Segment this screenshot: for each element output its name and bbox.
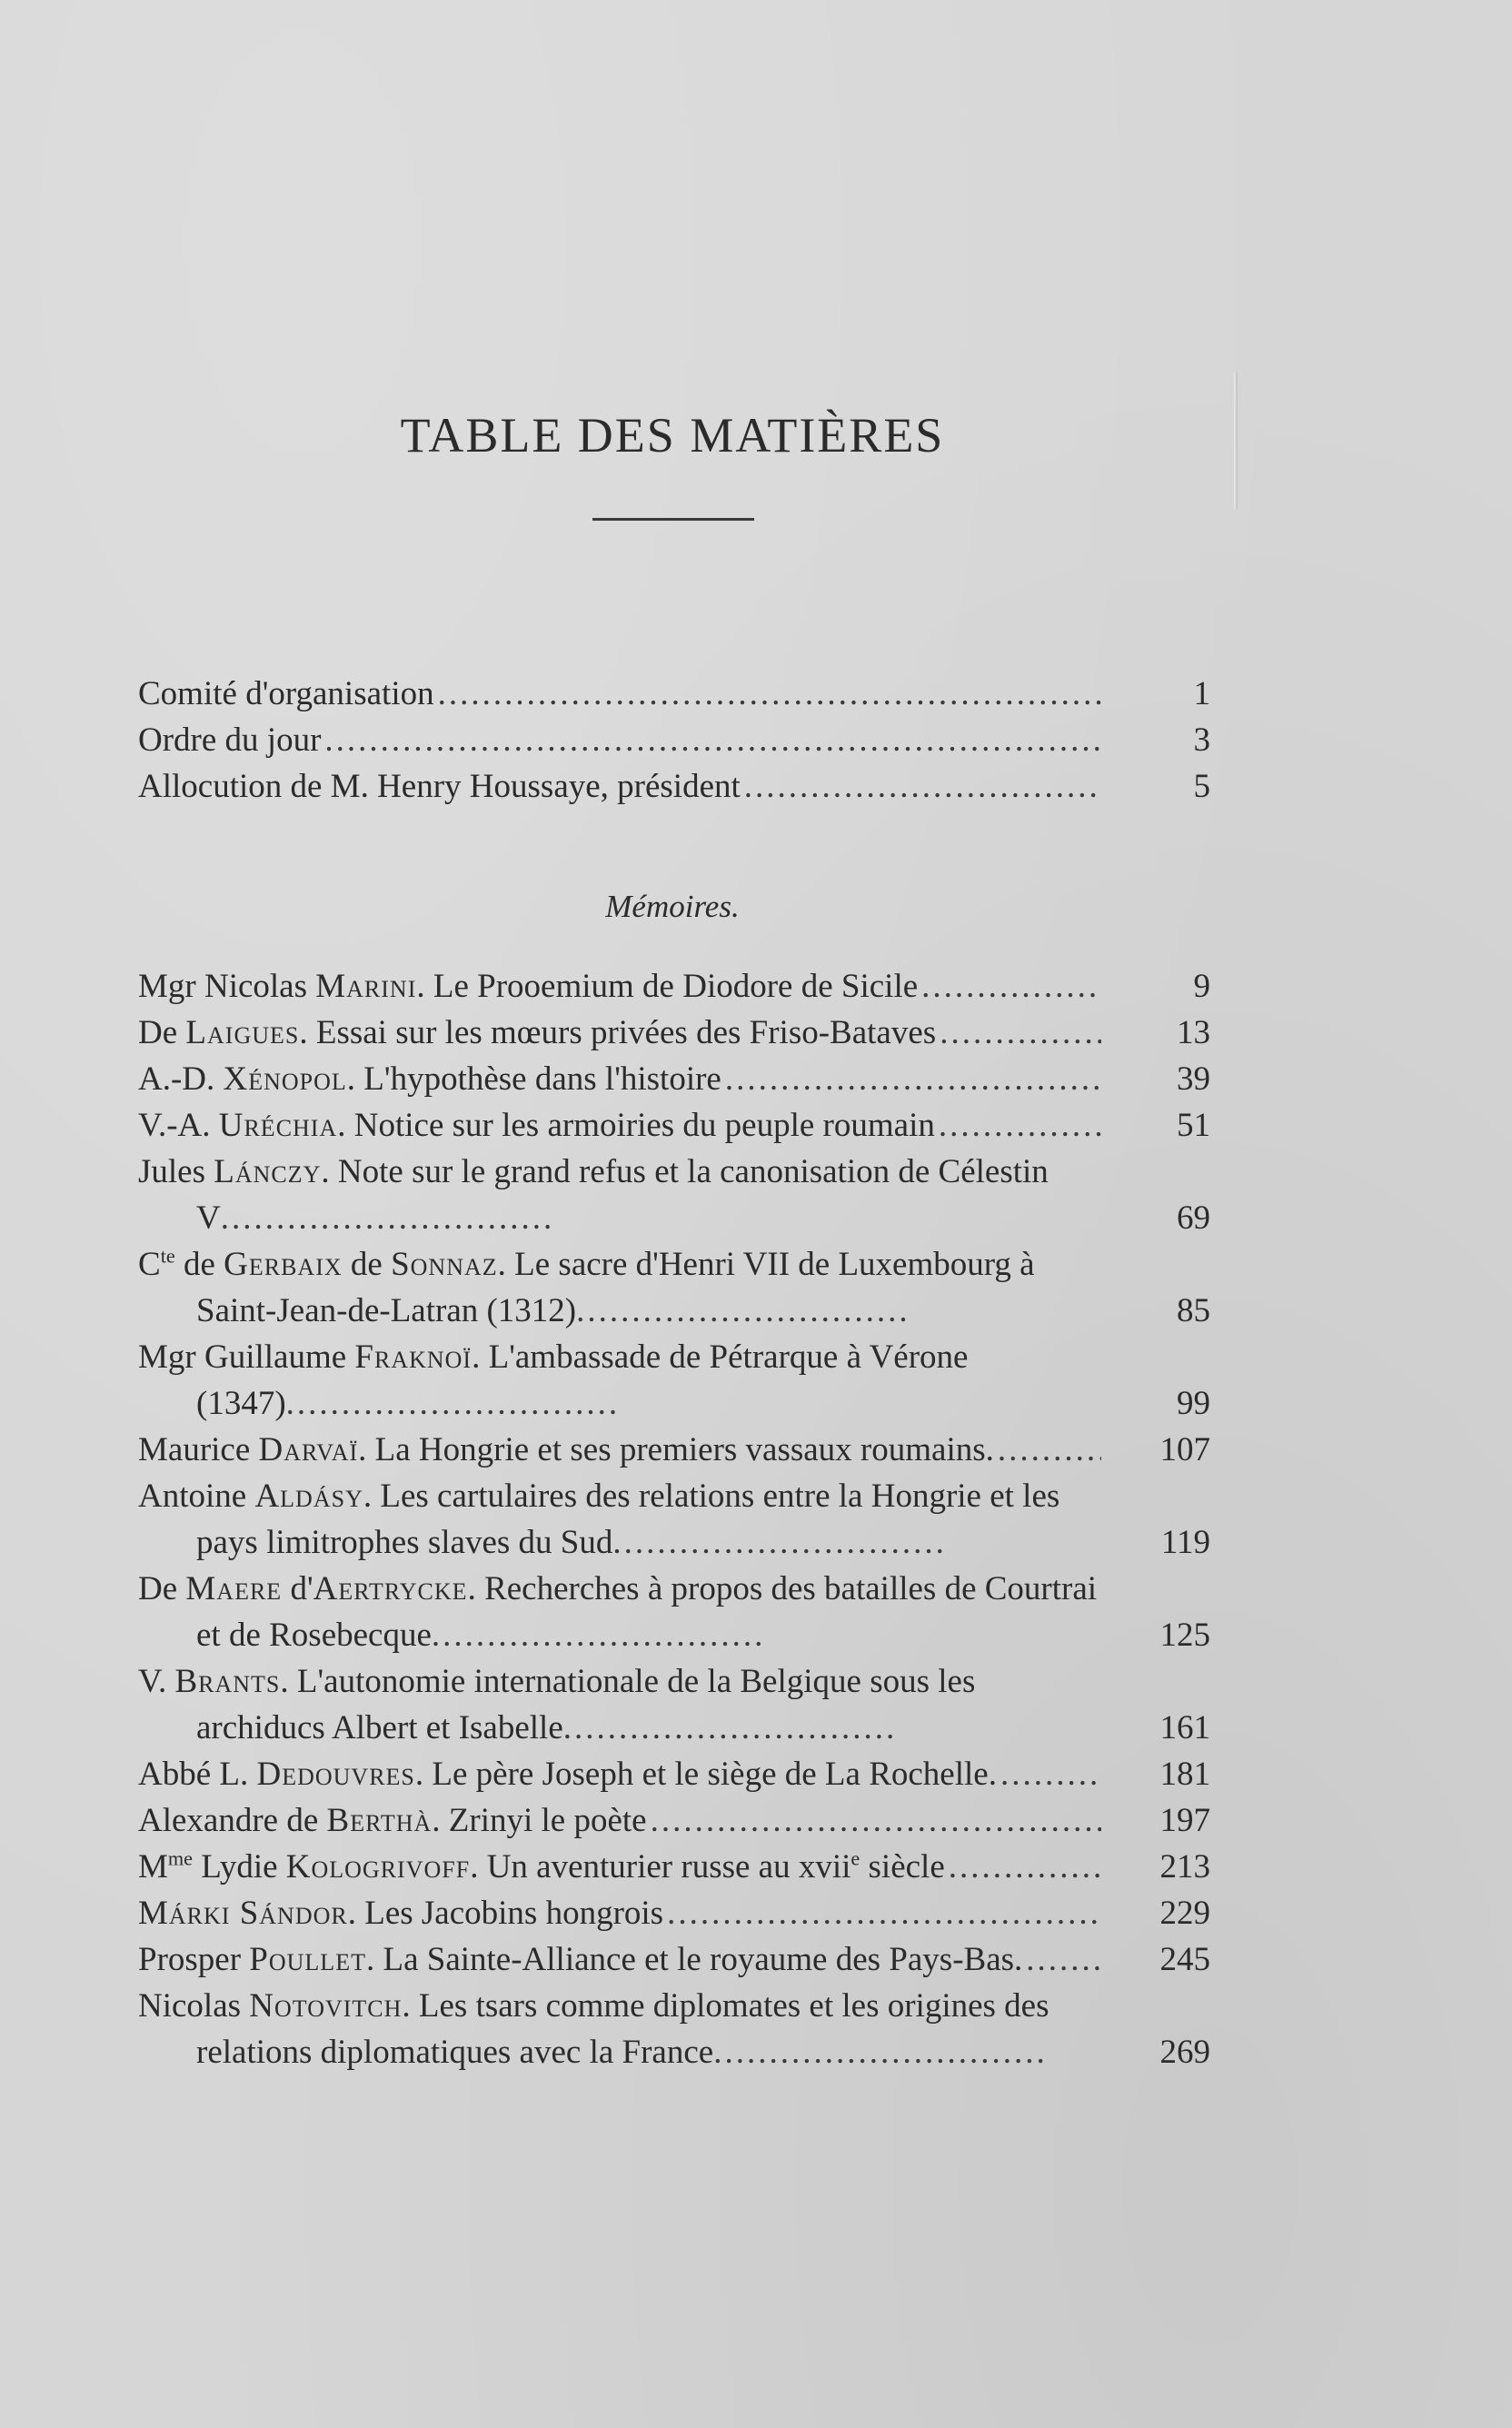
dot-leader: .............................. (612, 1524, 947, 1561)
author-name: Notovitch (249, 1987, 403, 2025)
entry-rest: . La Sainte-Alliance et le royaume des Pays-Bas. (365, 1941, 1023, 1978)
dot-leader (1000, 1751, 1101, 1797)
entry-prefix: Mgr Guillaume (138, 1338, 355, 1376)
entry-prefix: Maurice (138, 1431, 259, 1468)
dot-leader (998, 1427, 1101, 1473)
entry-superscript: e (850, 1846, 860, 1870)
entry-rest: . Le Prooemium de Diodore de Sicile (416, 968, 919, 1005)
entry-prefix: V.-A. (138, 1107, 219, 1144)
author-name: Sonnaz (391, 1246, 498, 1283)
entry-prefix: Alexandre de (138, 1802, 327, 1839)
entry-rest: . Les tsars comme diplomates et les origines des relations diplomatiques avec la France (196, 1987, 1049, 2071)
toc-entry[interactable] (138, 1890, 1210, 1936)
page-number: 51 (1177, 1107, 1210, 1144)
page-number: 99 (1177, 1385, 1210, 1422)
dot-leader (940, 1010, 1101, 1056)
entry-rest: . Un aventurier russe au xvii (470, 1848, 851, 1886)
entry-rest: . Zrinyi le poète (432, 1802, 647, 1839)
entry-rest: . Note sur le grand refus et la canonisation de Célestin V (196, 1153, 1049, 1237)
entry-prefix2: de (174, 1246, 224, 1283)
entry-prefix2: Lydie (193, 1848, 286, 1886)
page-number: 3 (1193, 721, 1210, 759)
entry-prefix: A.-D. (138, 1060, 224, 1098)
entry-prefix: Abbé L. (138, 1756, 257, 1793)
entry-prefix: V. (138, 1663, 175, 1700)
author-name: Laigues (185, 1014, 300, 1051)
section-heading-memoires: Mémoires. (605, 889, 740, 924)
page-number: 9 (1193, 968, 1210, 1005)
entry-title (138, 1658, 1101, 1751)
entry-title: Allocution de M. Henry Houssaye, président (138, 768, 741, 805)
author-name: Brants (174, 1663, 281, 1700)
dot-leader (744, 763, 1101, 810)
page-number: 85 (1177, 1292, 1210, 1329)
dot-leader: .............................. (576, 1292, 910, 1329)
author-name: Aldásy (254, 1478, 363, 1515)
entry-prefix: De (138, 1570, 186, 1607)
entry-title (138, 1056, 721, 1102)
entry-title (138, 1102, 935, 1149)
toc-entry[interactable] (138, 1241, 1210, 1334)
entry-rest: . Les cartulaires des relations entre la Hongrie et les pays limitrophes slaves du Sud (196, 1478, 1060, 1561)
toc-entry[interactable] (138, 1149, 1210, 1241)
entry-rest2: siècle (860, 1848, 945, 1886)
entry-title (138, 1890, 663, 1936)
entry-rest: . Le père Joseph et le siège de La Rochelle. (414, 1756, 997, 1793)
entry-title (138, 1797, 647, 1844)
page-number: 269 (1159, 2034, 1210, 2071)
toc-entry[interactable] (138, 1983, 1210, 2075)
author-name: Aertrycke (313, 1570, 468, 1607)
memoires-list (138, 963, 1210, 2075)
toc-entry[interactable] (138, 1102, 1210, 1149)
entry-rest: . Recherches à propos des batailles de Courtrai et de Rosebecque (196, 1570, 1098, 1654)
toc-entry[interactable] (138, 1334, 1210, 1427)
author-name: Berthà (326, 1802, 433, 1839)
toc-entry[interactable] (138, 671, 1210, 717)
entry-superscript: me (167, 1846, 194, 1870)
author-name: Dedouvres (256, 1756, 415, 1793)
toc-entry[interactable] (138, 1797, 1210, 1844)
page-number: 69 (1177, 1199, 1210, 1237)
page-number: 119 (1160, 1524, 1210, 1561)
dot-leader: .............................. (220, 1199, 555, 1237)
dot-leader: .............................. (713, 2034, 1048, 2071)
page-number: 197 (1159, 1802, 1210, 1839)
dot-leader (324, 717, 1101, 763)
dot-leader (667, 1890, 1101, 1936)
author-name: Márki Sándor (138, 1895, 348, 1932)
entry-title (138, 1334, 1101, 1427)
author-name: Fraknoï (354, 1338, 472, 1376)
front-matter-list (138, 671, 1210, 810)
dot-leader (949, 1844, 1101, 1890)
entry-prefix: Prosper (138, 1941, 250, 1978)
entry-rest: . L'ambassade de Pétrarque à Vérone (1347) (196, 1338, 969, 1422)
dot-leader: .............................. (562, 1709, 898, 1746)
author-name: Gerbaix (224, 1246, 343, 1283)
toc-entry[interactable] (138, 763, 1210, 810)
dot-leader (939, 1102, 1101, 1149)
entry-prefix: De (138, 1014, 186, 1051)
entry-title (138, 1983, 1101, 2075)
page-number: 181 (1159, 1756, 1210, 1793)
entry-title (138, 1936, 1022, 1983)
dot-leader (438, 671, 1101, 717)
entry-rest: . Les Jacobins hongrois (347, 1895, 664, 1932)
dot-leader (725, 1056, 1101, 1102)
title-rule (592, 518, 754, 521)
toc-entry[interactable] (138, 1936, 1210, 1983)
entry-rest: . L'autonomie internationale de la Belgique sous les archiducs Albert et Isabelle (196, 1663, 976, 1746)
author-name: Kologrivoff (285, 1848, 471, 1886)
entry-mid: de (342, 1246, 392, 1283)
toc-entry[interactable] (138, 963, 1210, 1010)
author-name: Poullet (249, 1941, 366, 1978)
dot-leader (921, 963, 1101, 1010)
entry-title (138, 1751, 997, 1797)
dot-leader (651, 1797, 1101, 1844)
author-name: Xénopol (223, 1060, 347, 1098)
entry-title (138, 1241, 1101, 1334)
page-number: 107 (1159, 1431, 1210, 1468)
author-name: Darvaï (258, 1431, 359, 1468)
page-number: 13 (1177, 1014, 1210, 1051)
author-name: Maere (185, 1570, 283, 1607)
toc-entry[interactable] (138, 1427, 1210, 1473)
entry-prefix: Mgr Nicolas (138, 968, 316, 1005)
entry-title (138, 1566, 1101, 1658)
entry-mid: d' (282, 1570, 313, 1607)
toc-entry[interactable] (138, 1844, 1210, 1890)
entry-title: Comité d'organisation (138, 675, 434, 712)
entry-title (138, 1010, 936, 1056)
entry-rest: . L'hypothèse dans l'histoire (346, 1060, 721, 1098)
entry-rest: . La Hongrie et ses premiers vassaux roumains. (358, 1431, 994, 1468)
entry-rest: . Le sacre d'Henri VII de Luxembourg à Saint-Jean-de-Latran (1312) (196, 1246, 1035, 1329)
entry-prefix: Antoine (138, 1478, 255, 1515)
entry-rest: . Notice sur les armoiries du peuple roumain (337, 1107, 935, 1144)
entry-title (138, 963, 918, 1010)
toc-entry[interactable] (138, 1473, 1210, 1566)
entry-prefix: M (138, 1848, 168, 1886)
toc-entry[interactable] (138, 717, 1210, 763)
page-number: 125 (1159, 1617, 1210, 1654)
page-number: 213 (1159, 1848, 1210, 1886)
toc-entry[interactable] (138, 1658, 1210, 1751)
entry-rest: . Essai sur les mœurs privées des Friso-Bataves (299, 1014, 937, 1051)
dot-leader: .............................. (431, 1617, 766, 1654)
page-number: 161 (1159, 1709, 1210, 1746)
page-title: TABLE DES MATIÈRES (400, 408, 945, 463)
dot-leader: .............................. (285, 1385, 621, 1422)
page-number: 39 (1177, 1060, 1210, 1098)
entry-prefix: Jules (138, 1153, 214, 1190)
entry-title (138, 1149, 1101, 1241)
page-number: 229 (1159, 1895, 1210, 1932)
dot-leader (1026, 1936, 1101, 1983)
toc-entry[interactable] (138, 1056, 1210, 1102)
entry-title (138, 1473, 1101, 1566)
entry-prefix: Nicolas (138, 1987, 250, 2025)
author-name: Lánczy (214, 1153, 322, 1190)
entry-superscript: te (160, 1244, 175, 1268)
page-number: 5 (1193, 768, 1210, 805)
author-name: Uréchia (218, 1107, 338, 1144)
author-name: Marini (315, 968, 417, 1005)
page-number: 245 (1159, 1941, 1210, 1978)
page-number: 1 (1193, 675, 1210, 712)
toc-entry[interactable] (138, 1751, 1210, 1797)
entry-title (138, 1844, 945, 1890)
entry-title (138, 1427, 994, 1473)
entry-prefix: C (138, 1246, 161, 1283)
entry-title: Ordre du jour (138, 721, 322, 759)
toc-entry[interactable] (138, 1566, 1210, 1658)
toc-entry[interactable] (138, 1010, 1210, 1056)
